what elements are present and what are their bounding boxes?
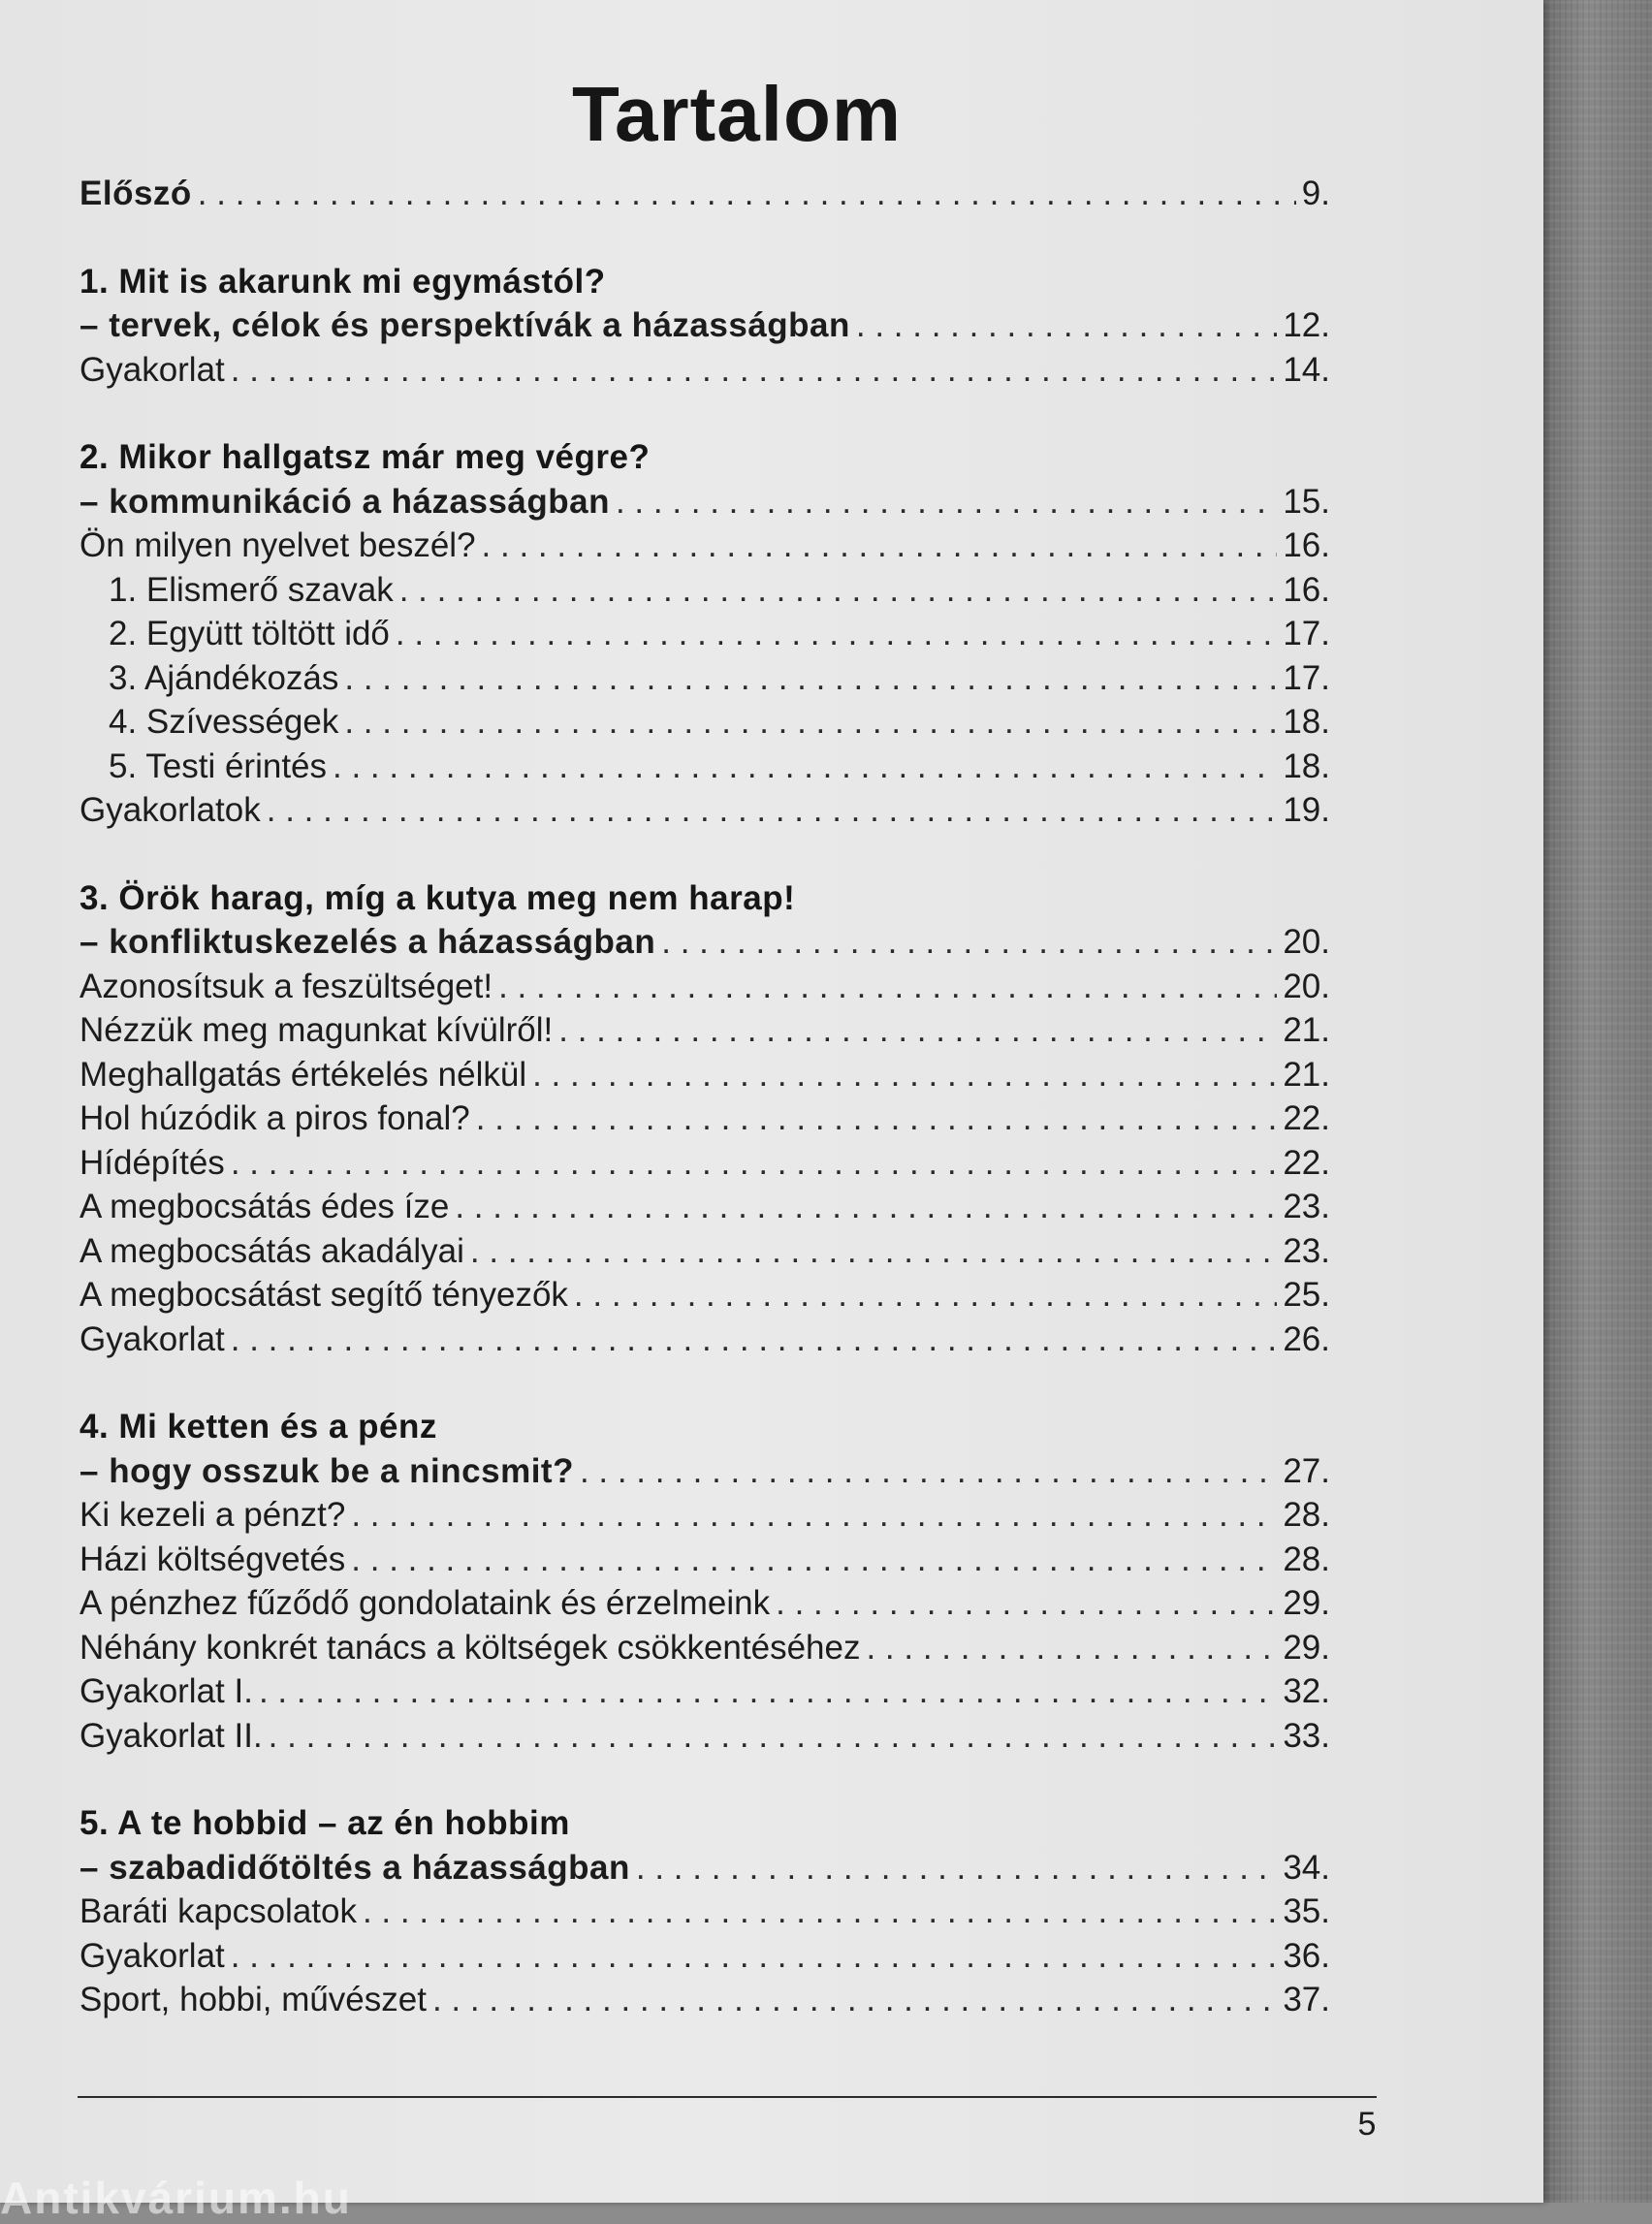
toc-page-number: 17. [1283,615,1330,652]
table-of-contents [79,175,1330,2025]
toc-entry-label: 1. Elismerő szavak [109,570,394,609]
dot-leader [390,615,1277,653]
toc-page-number: 14. [1283,350,1330,389]
dot-leader [225,1320,1278,1359]
dot-leader [345,1541,1277,1579]
dot-leader [568,1276,1277,1315]
toc-page-number: 35. [1283,1892,1330,1930]
toc-entry-label: Sport, hobbi, művészet [79,1981,427,2018]
chapter-subtitle: – tervek, célok és perspektívák a házasságban [79,306,850,344]
dot-leader [610,483,1277,522]
chapter-heading: 1. Mit is akarunk mi egymástól? [79,262,606,301]
chapter-subtitle-entry [79,306,1330,351]
dot-leader [770,1584,1277,1623]
toc-entry [79,1232,1330,1277]
toc-page-number: 15. [1283,482,1330,521]
toc-page-number: 28. [1283,1540,1330,1578]
dot-leader [574,1452,1277,1491]
dot-leader [338,703,1277,742]
toc-page-number: 23. [1283,1231,1330,1270]
toc-page-number: 16. [1283,570,1330,609]
toc-page-number: 23. [1283,1188,1330,1225]
toc-page-number: 17. [1283,658,1330,697]
toc-page-number: 29. [1283,1628,1330,1667]
toc-entry-label: 4. Szívességek [109,703,339,741]
toc-page-number: 12. [1283,306,1330,344]
toc-entry-label: Néhány konkrét tanács a költségek csökkentéséhez [79,1628,861,1667]
toc-entry-label: Gyakorlat II. [79,1716,263,1755]
dot-leader [860,1629,1277,1668]
toc-entry-label: Ön milyen nyelvet beszél? [79,526,476,564]
toc-entry-label: A megbocsátás édes íze [79,1188,450,1225]
dot-leader [225,1937,1278,1976]
footer-rule [78,2096,1377,2098]
dot-leader [338,659,1277,698]
toc-entry [79,1717,1330,1762]
toc-page-number: 21. [1283,1011,1330,1049]
toc-entry [79,1099,1330,1144]
dot-leader [261,791,1278,830]
toc-entry-label: Ki kezeli a pénzt? [79,1496,346,1534]
toc-page-number: 22. [1283,1099,1330,1137]
toc-entry [79,1188,1330,1232]
toc-entry-label: Házi költségvetés [79,1540,346,1578]
toc-entry-label: 2. Együtt töltött idő [109,615,390,652]
toc-entry [79,1672,1330,1717]
chapter-heading: 3. Örök harag, míg a kutya meg nem harap! [79,878,796,917]
toc-page-number: 34. [1283,1848,1330,1887]
toc-entry-label: Meghallgatás értékelés nélkül [79,1055,527,1094]
dot-leader [470,1099,1278,1138]
toc-page-number: 29. [1283,1584,1330,1622]
chapter-subtitle-entry [79,483,1330,527]
toc-entry [79,747,1330,792]
toc-entry [79,791,1330,836]
dot-leader [253,1672,1277,1711]
chapter-subtitle: – hogy osszuk be a nincsmit? [79,1451,574,1490]
toc-page-number: 22. [1283,1143,1330,1182]
toc-entry [79,351,1330,396]
toc-entry-label: 5. Testi érintés [109,747,328,785]
toc-entry-label: Hídépítés [79,1143,225,1182]
chapter-subtitle-entry [79,1849,1330,1893]
toc-page-number: 9. [1301,175,1330,212]
dot-leader [225,351,1278,390]
toc-entry-label: A megbocsátás akadályai [79,1231,464,1270]
toc-entry-label: A megbocsátást segítő tényezők [79,1276,568,1314]
toc-page-number: 27. [1283,1451,1330,1490]
toc-page-number: 37. [1283,1981,1330,2018]
toc-entry-label: Gyakorlat [79,1936,225,1975]
toc-entry-label: Nézzük meg magunkat kívülről! [79,1011,554,1049]
dot-leader [394,571,1278,610]
toc-entry-label: Gyakorlat [79,350,225,389]
toc-page-number: 36. [1283,1936,1330,1975]
toc-entry-label: Gyakorlat [79,1319,225,1358]
toc-entry-label: Azonosítsuk a feszültséget! [79,967,493,1005]
dot-leader [630,1849,1277,1888]
toc-entry [79,1320,1330,1365]
toc-entry [79,615,1330,659]
toc-entry [79,703,1330,747]
toc-entry-label: Hol húzódik a piros fonal? [79,1099,470,1137]
toc-entry [79,1892,1330,1937]
toc-page-number: 18. [1283,703,1330,741]
toc-entry-label: Baráti kapcsolatok [79,1892,357,1930]
toc-page-number: 25. [1283,1276,1330,1314]
chapter-heading: 4. Mi ketten és a pénz [79,1408,437,1446]
dot-leader [526,1056,1277,1095]
chapter-subtitle: – szabadidőtöltés a házasságban [79,1848,630,1887]
dot-leader [327,747,1277,786]
toc-page-number: 26. [1283,1319,1330,1358]
toc-entry [79,1981,1330,2025]
toc-entry-foreword [79,175,1330,219]
toc-page-number: 19. [1283,791,1330,829]
dot-leader [850,306,1277,345]
toc-entry [79,968,1330,1012]
toc-entry-label: Gyakorlatok [79,791,261,829]
toc-entry [79,526,1330,571]
toc-page-number: 33. [1283,1716,1330,1755]
dot-leader [427,1981,1277,2019]
page-number: 5 [1357,2106,1377,2143]
dot-leader [225,1144,1278,1183]
dot-leader [464,1232,1277,1271]
toc-entry-label: 3. Ajándékozás [109,658,339,697]
toc-entry [79,1056,1330,1100]
chapter-heading: 2. Mikor hallgatsz már meg végre? [79,438,651,476]
dot-leader [492,968,1277,1006]
toc-entry-label: A pénzhez fűződő gondolataink és érzelmeink [79,1584,771,1622]
chapter-subtitle: – kommunikáció a házasságban [79,482,610,521]
toc-entry [79,659,1330,704]
dot-leader [476,526,1278,565]
chapter-subtitle: – konfliktuskezelés a házasságban [79,923,656,961]
chapter-heading: 5. A te hobbid – az én hobbim [79,1804,570,1842]
toc-page-number: 32. [1283,1672,1330,1710]
dot-leader [553,1011,1277,1050]
toc-entry [79,1496,1330,1541]
toc-entry [79,1144,1330,1189]
background-surface [1541,0,1652,2203]
dot-leader [192,175,1296,213]
toc-page-number: 28. [1283,1496,1330,1534]
chapter-subtitle-entry [79,1452,1330,1497]
chapter-subtitle-entry [79,923,1330,968]
toc-entry-label: Gyakorlat I. [79,1672,253,1710]
dot-leader [357,1892,1277,1931]
dot-leader [263,1717,1278,1756]
toc-entry [79,1629,1330,1673]
toc-entry [79,1584,1330,1629]
toc-page-number: 18. [1283,747,1330,785]
toc-entry [79,1276,1330,1320]
toc-page-number: 16. [1283,526,1330,564]
toc-entry [79,571,1330,616]
dot-leader [345,1496,1277,1535]
dot-leader [655,923,1277,962]
toc-page-number: 20. [1283,923,1330,961]
toc-entry-label: Előszó [79,175,192,212]
toc-page-number: 21. [1283,1055,1330,1094]
page-title: Tartalom [572,71,902,157]
watermark: Antikvárium.hu [0,2173,352,2223]
toc-page-number: 20. [1283,967,1330,1005]
toc-entry [79,1541,1330,1585]
dot-leader [449,1188,1277,1226]
toc-entry [79,1011,1330,1056]
toc-entry [79,1937,1330,1982]
